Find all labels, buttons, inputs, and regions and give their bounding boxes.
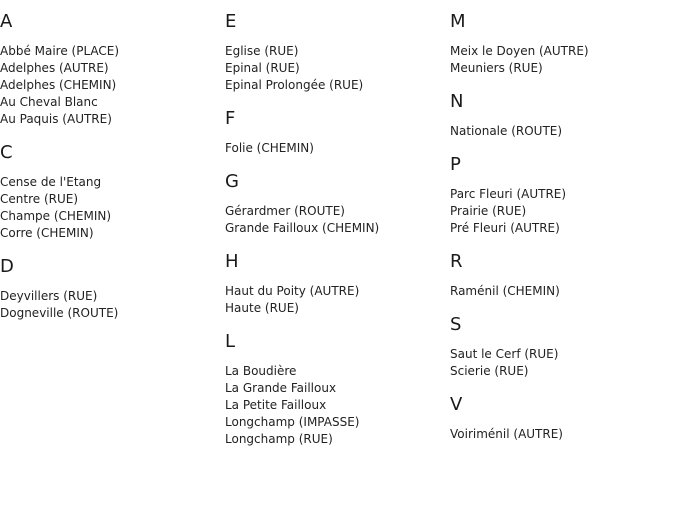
index-column xyxy=(450,10,670,456)
street-link[interactable]: Meuniers (RUE) xyxy=(450,61,543,75)
letter-group-f xyxy=(225,107,445,157)
letter-group-p xyxy=(450,153,670,237)
letter-group-d xyxy=(0,255,220,322)
letter-heading: F xyxy=(225,108,236,129)
street-link[interactable]: Adelphes (CHEMIN) xyxy=(0,78,117,92)
street-link[interactable]: Parc Fleuri (AUTRE) xyxy=(450,187,567,201)
street-link[interactable]: Corre (CHEMIN) xyxy=(0,226,94,240)
street-link[interactable]: Epinal (RUE) xyxy=(225,61,300,75)
letter-heading: R xyxy=(450,251,463,272)
street-link[interactable]: Raménil (CHEMIN) xyxy=(450,284,560,298)
street-link[interactable]: Scierie (RUE) xyxy=(450,364,529,378)
street-link[interactable]: Deyvillers (RUE) xyxy=(0,289,98,303)
letter-group-m xyxy=(450,10,670,77)
letter-group-a xyxy=(0,10,220,128)
letter-group-e xyxy=(225,10,445,94)
street-link[interactable]: Haut du Poity (AUTRE) xyxy=(225,284,360,298)
letter-group-c xyxy=(0,141,220,242)
street-link[interactable]: Longchamp (IMPASSE) xyxy=(225,415,360,429)
street-link[interactable]: Grande Failloux (CHEMIN) xyxy=(225,221,380,235)
street-link[interactable]: La Petite Failloux xyxy=(225,398,327,412)
letter-heading: S xyxy=(450,314,462,335)
street-link[interactable]: Epinal Prolongée (RUE) xyxy=(225,78,364,92)
street-link[interactable]: Au Paquis (AUTRE) xyxy=(0,112,112,126)
letter-heading: A xyxy=(0,11,13,32)
letter-heading: M xyxy=(450,11,466,32)
letter-heading: L xyxy=(225,331,236,352)
letter-heading: E xyxy=(225,11,237,32)
letter-group-r xyxy=(450,250,670,300)
street-link[interactable]: Centre (RUE) xyxy=(0,192,79,206)
letter-heading: N xyxy=(450,91,464,112)
letter-heading: C xyxy=(0,142,13,163)
letter-group-h xyxy=(225,250,445,317)
street-link[interactable]: Prairie (RUE) xyxy=(450,204,527,218)
letter-group-s xyxy=(450,313,670,380)
street-link[interactable]: Pré Fleuri (AUTRE) xyxy=(450,221,560,235)
letter-group-n xyxy=(450,90,670,140)
street-link[interactable]: Au Cheval Blanc xyxy=(0,95,98,109)
street-link[interactable]: La Grande Failloux xyxy=(225,381,337,395)
street-link[interactable]: Abbé Maire (PLACE) xyxy=(0,44,120,58)
street-link[interactable]: Adelphes (AUTRE) xyxy=(0,61,109,75)
street-link[interactable]: Folie (CHEMIN) xyxy=(225,141,314,155)
letter-heading: G xyxy=(225,171,239,192)
letter-heading: D xyxy=(0,256,14,277)
street-link[interactable]: Eglise (RUE) xyxy=(225,44,299,58)
street-link[interactable]: Longchamp (RUE) xyxy=(225,432,333,446)
index-column xyxy=(0,10,220,335)
letter-group-g xyxy=(225,170,445,237)
street-link[interactable]: Meix le Doyen (AUTRE) xyxy=(450,44,589,58)
street-link[interactable]: Gérardmer (ROUTE) xyxy=(225,204,345,218)
letter-heading: H xyxy=(225,251,239,272)
street-link[interactable]: Champe (CHEMIN) xyxy=(0,209,112,223)
index-column xyxy=(225,10,445,461)
letter-group-l xyxy=(225,330,445,448)
street-link[interactable]: La Boudière xyxy=(225,364,297,378)
letter-heading: P xyxy=(450,154,461,175)
letter-heading: V xyxy=(450,394,463,415)
street-link[interactable]: Cense de l'Etang xyxy=(0,175,102,189)
street-link[interactable]: Saut le Cerf (RUE) xyxy=(450,347,559,361)
street-link[interactable]: Nationale (ROUTE) xyxy=(450,124,563,138)
street-link[interactable]: Voiriménil (AUTRE) xyxy=(450,427,563,441)
street-link[interactable]: Dogneville (ROUTE) xyxy=(0,306,119,320)
street-link[interactable]: Haute (RUE) xyxy=(225,301,299,315)
letter-group-v xyxy=(450,393,670,443)
